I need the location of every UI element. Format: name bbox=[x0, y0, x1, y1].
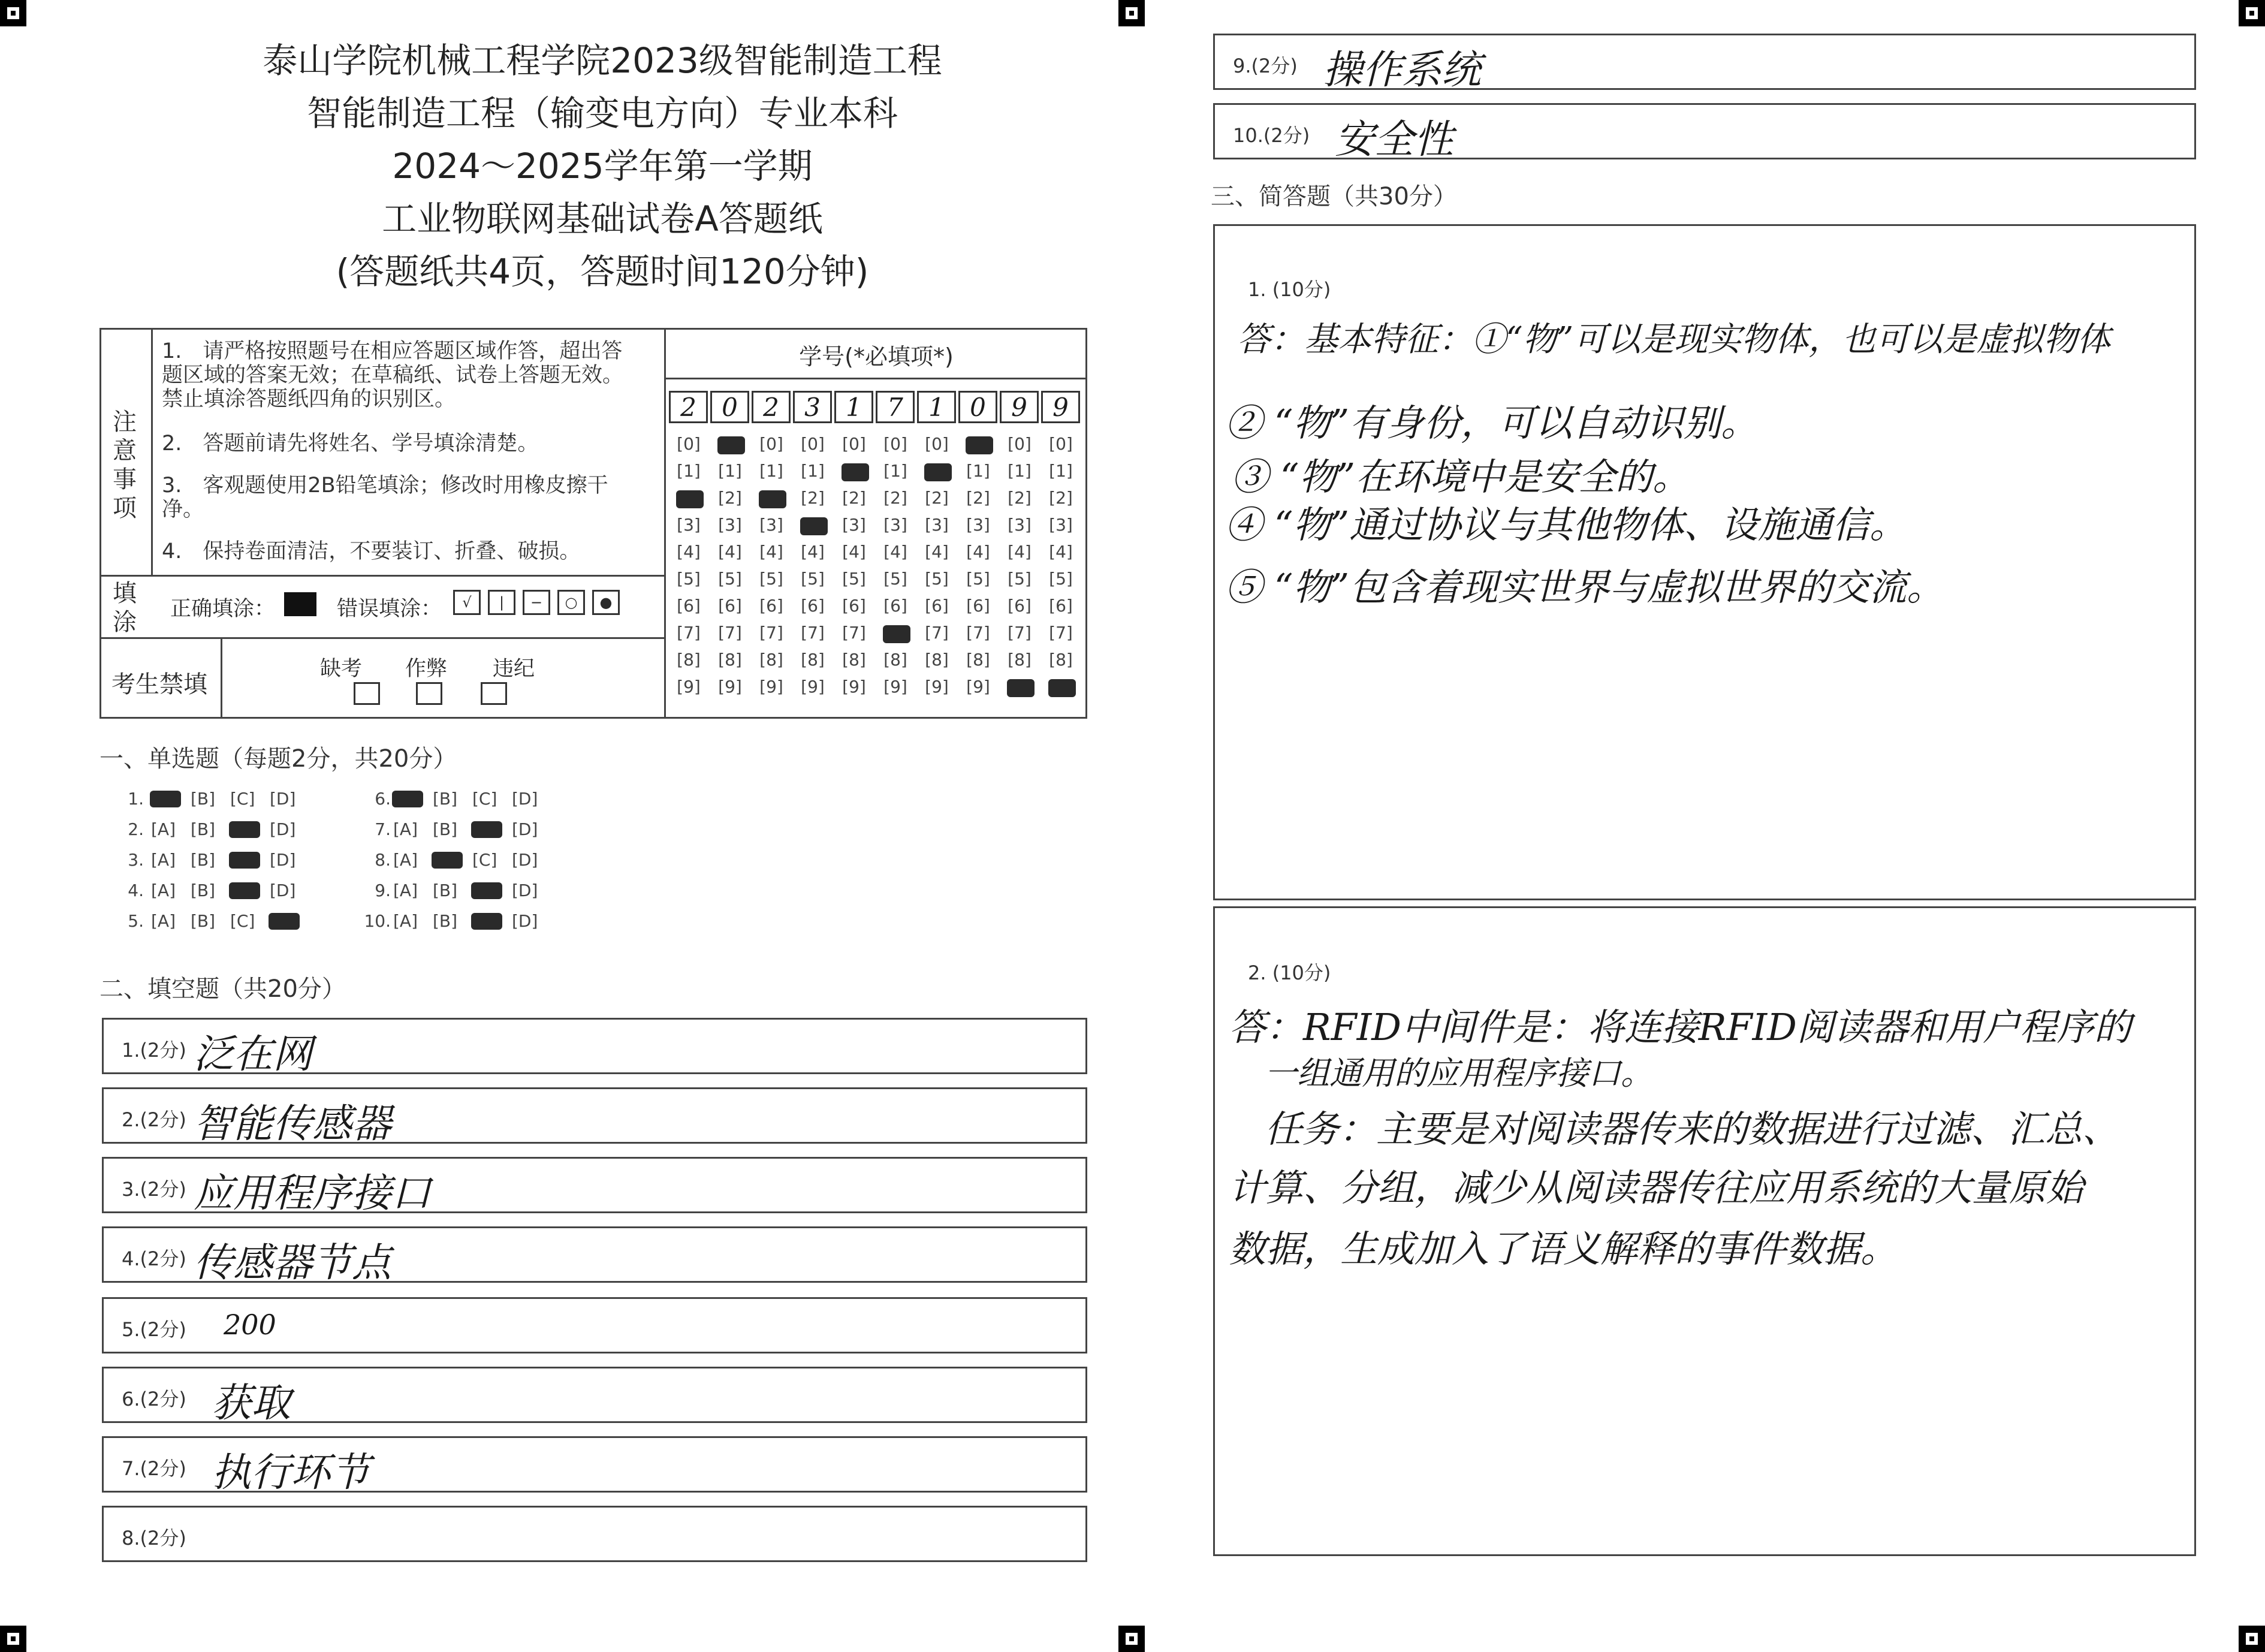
forbidden-col-border bbox=[221, 637, 222, 719]
student-id-bubble[interactable]: [2] bbox=[966, 488, 990, 508]
blank-item-6[interactable] bbox=[102, 1367, 1087, 1426]
student-id-bubble[interactable]: [2] bbox=[718, 488, 742, 508]
single-choice-option[interactable]: [D] bbox=[512, 850, 538, 870]
student-id-col-border bbox=[664, 328, 666, 719]
single-choice-option[interactable]: [B] bbox=[191, 881, 216, 900]
single-choice-option[interactable]: [D] bbox=[270, 789, 296, 809]
single-choice-number: 8. bbox=[375, 850, 391, 870]
student-id-bubble[interactable]: [7] bbox=[966, 623, 990, 643]
student-id-bubble[interactable]: [6] bbox=[842, 596, 866, 616]
blank-label-1: 1.(2分) bbox=[122, 1039, 186, 1062]
student-id-bubble[interactable]: [5] bbox=[718, 569, 742, 589]
student-id-bubble-fill-mark bbox=[924, 463, 952, 481]
student-id-digit-box[interactable]: 9 bbox=[1000, 391, 1039, 423]
single-choice-option[interactable]: [B] bbox=[433, 881, 458, 900]
student-id-bubble-fill-mark bbox=[883, 625, 910, 643]
student-id-bubble[interactable]: [7] bbox=[925, 623, 949, 643]
single-choice-title: 一、单选题（每题2分，共20分） bbox=[99, 745, 457, 773]
single-choice-number: 9. bbox=[375, 881, 391, 900]
short-answer-2-label: 2. (10分) bbox=[1248, 961, 1331, 984]
student-id-bubble[interactable]: [5] bbox=[883, 569, 907, 589]
notice-item-3: 3. 客观题使用2B铅笔填涂；修改时用橡皮擦干净。 bbox=[162, 474, 608, 521]
single-choice-option[interactable]: [D] bbox=[270, 850, 296, 870]
student-id-bubble[interactable]: [1] bbox=[1008, 461, 1032, 481]
student-id-bubble[interactable]: [1] bbox=[966, 461, 990, 481]
student-id-bubble[interactable]: [5] bbox=[1049, 569, 1073, 589]
blank-label-6: 6.(2分) bbox=[122, 1388, 186, 1410]
single-choice-option[interactable]: [D] bbox=[512, 881, 538, 900]
single-choice-option[interactable]: [A] bbox=[151, 819, 176, 839]
student-id-bubble[interactable]: [9] bbox=[883, 677, 907, 697]
student-id-bubble[interactable]: [8] bbox=[925, 650, 949, 670]
student-id-bubble[interactable]: [1] bbox=[677, 461, 701, 481]
single-choice-option[interactable]: [A] bbox=[151, 911, 176, 931]
student-id-bubble[interactable]: [6] bbox=[801, 596, 825, 616]
student-id-bubble[interactable]: [8] bbox=[718, 650, 742, 670]
short-answer-1-line-1: 答：基本特征：①“物”可以是现实物体，也可以是虚拟物体 bbox=[1237, 320, 2111, 359]
short-answer-1-line-5: ⑤ “物”包含着现实世界与虚拟世界的交流。 bbox=[1225, 565, 1944, 609]
student-id-bubble[interactable]: [9] bbox=[718, 677, 742, 697]
student-id-bubble[interactable]: [3] bbox=[925, 515, 949, 535]
student-id-bubble[interactable]: [3] bbox=[718, 515, 742, 535]
short-answer-2-line-5: 数据，生成加入了语义解释的事件数据。 bbox=[1229, 1227, 1898, 1271]
student-id-bubble[interactable]: [7] bbox=[842, 623, 866, 643]
student-id-bubble[interactable]: [7] bbox=[1008, 623, 1032, 643]
header-line-4: 工业物联网基础试卷A答题纸 bbox=[382, 198, 823, 239]
student-id-bubble[interactable]: [5] bbox=[759, 569, 783, 589]
student-id-bubble[interactable]: [3] bbox=[883, 515, 907, 535]
blank-answer-10: 安全性 bbox=[1335, 116, 1453, 162]
student-id-bubble[interactable]: [6] bbox=[1049, 596, 1073, 616]
short-answer-title: 三、简答题（共30分） bbox=[1211, 183, 1457, 210]
forbidden-cheat-label: 作弊 bbox=[405, 657, 448, 681]
single-choice-option[interactable]: [A] bbox=[151, 850, 176, 870]
blank-answer-1: 泛在网 bbox=[194, 1031, 312, 1077]
student-id-bubble[interactable]: [2] bbox=[1008, 488, 1032, 508]
single-choice-option[interactable]: [D] bbox=[270, 881, 296, 900]
single-choice-number: 10. bbox=[364, 911, 391, 931]
single-choice-option[interactable]: [D] bbox=[512, 819, 538, 839]
short-answer-1-line-3: ③ “物”在环境中是安全的。 bbox=[1231, 455, 1690, 499]
single-choice-number: 7. bbox=[375, 819, 391, 839]
short-answer-2-line-3: 任务：主要是对阅读器传来的数据进行过滤、汇总、 bbox=[1265, 1107, 2120, 1151]
student-id-bubble[interactable]: [7] bbox=[759, 623, 783, 643]
student-id-bubble[interactable]: [4] bbox=[677, 542, 701, 562]
short-answer-1-line-2: ② “物”有身份，可以自动识别。 bbox=[1225, 401, 1759, 445]
student-id-bubble[interactable]: [9] bbox=[966, 677, 990, 697]
blank-label-5: 5.(2分) bbox=[122, 1318, 186, 1341]
student-id-bubble[interactable]: [3] bbox=[842, 515, 866, 535]
student-id-bubble[interactable]: [6] bbox=[718, 596, 742, 616]
notice-item-1: 1. 请严格按照题号在相应答题区域作答，超出答题区域的答案无效；在草稿纸、试卷上答题无效。禁止填涂答题纸四角的识别区。 bbox=[162, 339, 624, 411]
student-id-bubble[interactable]: [8] bbox=[842, 650, 866, 670]
single-choice-option[interactable]: [C] bbox=[472, 789, 497, 809]
forbidden-cheat-box[interactable] bbox=[416, 682, 442, 705]
blank-label-9: 9.(2分) bbox=[1233, 55, 1298, 77]
blank-item-7[interactable] bbox=[102, 1436, 1087, 1496]
student-id-bubble[interactable]: [5] bbox=[842, 569, 866, 589]
student-id-bubble[interactable]: [4] bbox=[1049, 542, 1073, 562]
blank-label-7: 7.(2分) bbox=[122, 1457, 186, 1480]
single-choice-fill-mark bbox=[471, 882, 502, 899]
student-id-bubble[interactable]: [3] bbox=[677, 515, 701, 535]
single-choice-number: 6. bbox=[375, 789, 391, 809]
blank-item-8[interactable] bbox=[102, 1506, 1087, 1562]
single-choice-number: 4. bbox=[128, 881, 144, 900]
row-divider-1 bbox=[99, 575, 665, 577]
student-id-bubble[interactable]: [5] bbox=[925, 569, 949, 589]
single-choice-option[interactable]: [D] bbox=[512, 911, 538, 931]
single-choice-option[interactable]: [B] bbox=[191, 911, 216, 931]
single-choice-option[interactable]: [C] bbox=[230, 789, 255, 809]
student-id-digit-box[interactable]: 7 bbox=[876, 391, 915, 423]
notice-label-col-border bbox=[151, 328, 153, 575]
short-answer-2-line-2: 一组通用的应用程序接口。 bbox=[1265, 1054, 1653, 1092]
student-id-bubble[interactable]: [2] bbox=[842, 488, 866, 508]
blank-item-4[interactable] bbox=[102, 1226, 1087, 1286]
student-id-bubble[interactable]: [8] bbox=[1008, 650, 1032, 670]
student-id-bubble[interactable]: [1] bbox=[759, 461, 783, 481]
blank-answer-6: 获取 bbox=[212, 1380, 291, 1426]
single-choice-option[interactable]: [C] bbox=[230, 911, 255, 931]
short-answer-2-line-1: 答：RFID中间件是：将连接RFID阅读器和用户程序的 bbox=[1229, 1005, 2131, 1049]
single-choice-option[interactable]: [A] bbox=[151, 881, 176, 900]
forbidden-violation-label: 违纪 bbox=[493, 657, 535, 681]
header-line-3: 2024～2025学年第一学期 bbox=[392, 146, 813, 186]
student-id-digit-box[interactable]: 3 bbox=[793, 391, 832, 423]
single-choice-fill-mark bbox=[269, 913, 300, 930]
single-choice-fill-mark bbox=[471, 913, 502, 930]
blank-label-8: 8.(2分) bbox=[122, 1527, 186, 1549]
single-choice-fill-mark bbox=[471, 821, 502, 838]
notice-item-4: 4. 保持卷面清洁，不要装订、折叠、破损。 bbox=[162, 539, 581, 563]
student-id-bubble[interactable]: [0] bbox=[842, 434, 866, 454]
student-id-digit-box[interactable]: 0 bbox=[710, 391, 749, 423]
student-id-bubble[interactable]: [9] bbox=[801, 677, 825, 697]
student-id-bubble[interactable]: [7] bbox=[801, 623, 825, 643]
student-id-bubble[interactable]: [0] bbox=[1008, 434, 1032, 454]
forbidden-absent-label: 缺考 bbox=[320, 657, 363, 681]
student-id-digit-box[interactable]: 1 bbox=[834, 391, 873, 423]
student-id-bubble-fill-mark bbox=[759, 490, 786, 508]
blank-answer-2: 智能传感器 bbox=[194, 1101, 391, 1147]
student-id-title: 学号(*必填项*) bbox=[799, 343, 954, 370]
student-id-bubble[interactable]: [4] bbox=[966, 542, 990, 562]
short-answer-2-line-4: 计算、分组，减少从阅读器传往应用系统的大量原始 bbox=[1229, 1166, 2084, 1210]
wrong-mark-bar: | bbox=[488, 590, 515, 615]
single-choice-option[interactable]: [B] bbox=[433, 819, 458, 839]
single-choice-number: 3. bbox=[128, 850, 144, 870]
blank-item-3[interactable] bbox=[102, 1157, 1087, 1216]
student-id-bubble-fill-mark bbox=[842, 463, 869, 481]
short-answer-1-label: 1. (10分) bbox=[1248, 278, 1331, 301]
student-id-bubble[interactable]: [5] bbox=[966, 569, 990, 589]
student-id-bubble[interactable]: [6] bbox=[677, 596, 701, 616]
student-id-digit-box[interactable]: 1 bbox=[917, 391, 956, 423]
student-id-digit-box[interactable]: 0 bbox=[958, 391, 997, 423]
forbidden-absent-box[interactable] bbox=[354, 682, 380, 705]
student-id-bubble[interactable]: [6] bbox=[1008, 596, 1032, 616]
student-id-bubble[interactable]: [5] bbox=[801, 569, 825, 589]
student-id-bubble-fill-mark bbox=[717, 436, 745, 454]
student-id-bubble[interactable]: [3] bbox=[1008, 515, 1032, 535]
student-id-bubble[interactable]: [7] bbox=[1049, 623, 1073, 643]
single-choice-option[interactable]: [B] bbox=[191, 819, 216, 839]
student-id-digit-box[interactable]: 9 bbox=[1041, 391, 1080, 423]
student-id-bubble-fill-mark bbox=[800, 517, 828, 535]
single-choice-fill-mark bbox=[432, 852, 463, 869]
header-line-2: 智能制造工程（输变电方向）专业本科 bbox=[306, 93, 898, 134]
student-id-bubble[interactable]: [9] bbox=[842, 677, 866, 697]
student-id-bubble[interactable]: [4] bbox=[842, 542, 866, 562]
student-id-digit-box[interactable]: 2 bbox=[669, 391, 708, 423]
student-id-bubble-fill-mark bbox=[676, 490, 704, 508]
row-divider-2 bbox=[99, 637, 665, 639]
student-id-bubble[interactable]: [4] bbox=[759, 542, 783, 562]
student-id-bubble[interactable]: [1] bbox=[801, 461, 825, 481]
student-id-bubble[interactable]: [4] bbox=[1008, 542, 1032, 562]
corner-marker-bottom-center bbox=[1118, 1626, 1145, 1652]
student-id-bubble[interactable]: [2] bbox=[1049, 488, 1073, 508]
student-id-bubble[interactable]: [0] bbox=[925, 434, 949, 454]
student-id-bubble[interactable]: [7] bbox=[718, 623, 742, 643]
blank-label-3: 3.(2分) bbox=[122, 1178, 186, 1201]
student-id-title-divider bbox=[665, 378, 1087, 379]
single-choice-fill-mark bbox=[229, 882, 260, 899]
notice-item-2: 2. 答题前请先将姓名、学号填涂清楚。 bbox=[162, 432, 539, 456]
student-id-bubble[interactable]: [8] bbox=[883, 650, 907, 670]
single-choice-option[interactable]: [A] bbox=[393, 911, 418, 931]
student-id-bubble-fill-mark bbox=[1007, 679, 1035, 697]
blank-item-2[interactable] bbox=[102, 1087, 1087, 1147]
student-id-bubble[interactable]: [1] bbox=[883, 461, 907, 481]
student-id-bubble-fill-mark bbox=[1048, 679, 1076, 697]
student-id-bubble[interactable]: [5] bbox=[1008, 569, 1032, 589]
student-id-bubble[interactable]: [2] bbox=[801, 488, 825, 508]
student-id-bubble[interactable]: [9] bbox=[677, 677, 701, 697]
student-id-bubble[interactable]: [4] bbox=[718, 542, 742, 562]
single-choice-fill-mark bbox=[229, 821, 260, 838]
blank-label-2: 2.(2分) bbox=[122, 1108, 186, 1131]
student-id-bubble[interactable]: [0] bbox=[801, 434, 825, 454]
student-id-bubble[interactable]: [3] bbox=[1049, 515, 1073, 535]
single-choice-option[interactable]: [A] bbox=[393, 819, 418, 839]
student-id-bubble[interactable]: [0] bbox=[1049, 434, 1073, 454]
wrong-mark-check: √ bbox=[453, 590, 481, 615]
wrong-mark-circle: ○ bbox=[557, 590, 585, 615]
header-line-5: (答题纸共4页，答题时间120分钟) bbox=[336, 251, 869, 292]
student-id-bubble-fill-mark bbox=[966, 436, 993, 454]
blank-item-10[interactable] bbox=[1213, 103, 2196, 162]
wrong-mark-dot: ● bbox=[592, 590, 620, 615]
student-id-bubble[interactable]: [0] bbox=[759, 434, 783, 454]
fill-label: 填涂 bbox=[113, 580, 137, 636]
correct-fill-example bbox=[284, 592, 316, 616]
blank-answer-3: 应用程序接口 bbox=[194, 1170, 431, 1216]
student-id-bubble[interactable]: [1] bbox=[718, 461, 742, 481]
corner-marker-bottom-right bbox=[2239, 1626, 2265, 1652]
student-id-bubble[interactable]: [9] bbox=[759, 677, 783, 697]
student-id-bubble[interactable]: [3] bbox=[966, 515, 990, 535]
student-id-bubble[interactable]: [6] bbox=[883, 596, 907, 616]
blank-label-4: 4.(2分) bbox=[122, 1247, 186, 1270]
single-choice-option[interactable]: [B] bbox=[433, 911, 458, 931]
student-id-bubble[interactable]: [4] bbox=[925, 542, 949, 562]
blank-answer-5: 200 bbox=[224, 1309, 276, 1341]
single-choice-number: 1. bbox=[128, 789, 144, 809]
blank-label-10: 10.(2分) bbox=[1233, 124, 1310, 147]
student-id-bubble[interactable]: [6] bbox=[966, 596, 990, 616]
student-id-bubble[interactable]: [1] bbox=[1049, 461, 1073, 481]
single-choice-option[interactable]: [D] bbox=[512, 789, 538, 809]
single-choice-option[interactable]: [B] bbox=[433, 789, 458, 809]
wrong-fill-examples bbox=[450, 590, 623, 615]
single-choice-number: 5. bbox=[128, 911, 144, 931]
forbidden-label: 考生禁填 bbox=[111, 671, 207, 698]
student-id-bubble[interactable]: [8] bbox=[1049, 650, 1073, 670]
header-line-1: 泰山学院机械工程学院2023级智能制造工程 bbox=[263, 40, 942, 81]
blank-item-5[interactable] bbox=[102, 1297, 1087, 1353]
wrong-mark-dash: − bbox=[523, 590, 550, 615]
single-choice-option[interactable]: [A] bbox=[393, 850, 418, 870]
corner-marker-top-right bbox=[2239, 0, 2265, 26]
single-choice-fill-mark bbox=[150, 791, 181, 807]
student-id-bubble[interactable]: [0] bbox=[677, 434, 701, 454]
blank-item-1[interactable] bbox=[102, 1018, 1087, 1077]
single-choice-option[interactable]: [B] bbox=[191, 850, 216, 870]
short-answer-1-line-4: ④ “物”通过协议与其他物体、设施通信。 bbox=[1225, 503, 1907, 547]
single-choice-option[interactable]: [D] bbox=[270, 819, 296, 839]
single-choice-number: 2. bbox=[128, 819, 144, 839]
single-choice-option[interactable]: [C] bbox=[472, 850, 497, 870]
student-id-bubble[interactable]: [7] bbox=[677, 623, 701, 643]
corner-marker-top-center bbox=[1118, 0, 1145, 26]
student-id-digit-box[interactable]: 2 bbox=[752, 391, 791, 423]
student-id-bubble[interactable]: [8] bbox=[677, 650, 701, 670]
student-id-bubble[interactable]: [9] bbox=[925, 677, 949, 697]
blank-answer-9: 操作系统 bbox=[1323, 47, 1481, 93]
blank-answer-7: 执行环节 bbox=[212, 1449, 370, 1496]
student-id-bubble[interactable]: [2] bbox=[883, 488, 907, 508]
blank-answer-4: 传感器节点 bbox=[194, 1240, 391, 1286]
single-choice-option[interactable]: [B] bbox=[191, 789, 216, 809]
student-id-bubble[interactable]: [5] bbox=[677, 569, 701, 589]
single-choice-fill-mark bbox=[229, 852, 260, 869]
single-choice-fill-mark bbox=[392, 791, 423, 807]
corner-marker-top-left bbox=[0, 0, 26, 26]
fill-blank-title: 二、填空题（共20分） bbox=[99, 975, 346, 1003]
student-id-bubble[interactable]: [8] bbox=[801, 650, 825, 670]
correct-fill-label: 正确填涂： bbox=[170, 597, 276, 621]
student-id-bubble[interactable]: [4] bbox=[883, 542, 907, 562]
student-id-bubble[interactable]: [8] bbox=[759, 650, 783, 670]
corner-marker-bottom-left bbox=[0, 1626, 26, 1652]
student-id-bubble[interactable]: [6] bbox=[759, 596, 783, 616]
student-id-bubble[interactable]: [8] bbox=[966, 650, 990, 670]
blank-item-9[interactable] bbox=[1213, 34, 2196, 93]
student-id-bubble[interactable]: [6] bbox=[925, 596, 949, 616]
student-id-bubble[interactable]: [2] bbox=[925, 488, 949, 508]
student-id-bubble[interactable]: [3] bbox=[759, 515, 783, 535]
student-id-bubble[interactable]: [4] bbox=[801, 542, 825, 562]
wrong-fill-label: 错误填涂： bbox=[337, 597, 442, 621]
notice-label: 注意事项 bbox=[113, 408, 137, 522]
student-id-bubble[interactable]: [0] bbox=[883, 434, 907, 454]
forbidden-violation-box[interactable] bbox=[481, 682, 507, 705]
single-choice-option[interactable]: [A] bbox=[393, 881, 418, 900]
